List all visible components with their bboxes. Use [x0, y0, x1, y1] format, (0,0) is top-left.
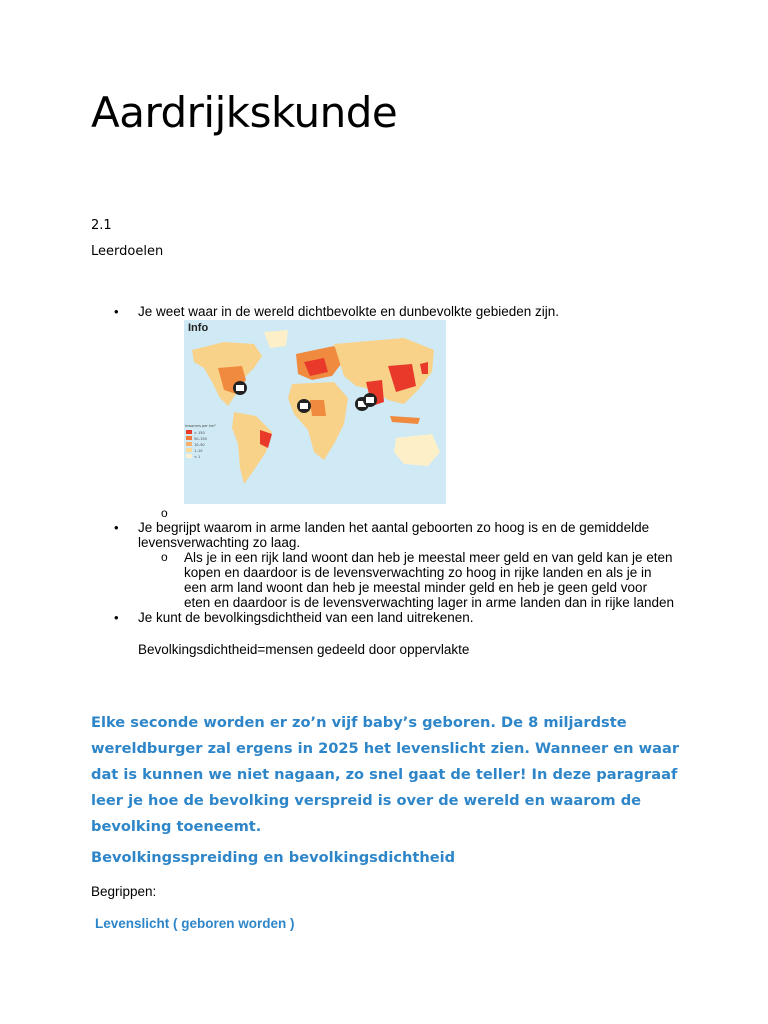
bullet-text-2-line2: levensverwachting zo laag.	[138, 535, 301, 550]
bullet-text-2-line1: Je begrijpt waarom in arme landen het aantal geboorten zo hoog is en de gemiddelde	[138, 520, 650, 535]
bullet-marker: •	[114, 520, 119, 535]
sub-bullet-line3: een arm land woont dan heb je meestal minder geld en heb je geen geld voor	[184, 580, 648, 595]
page-title: Aardrijkskunde	[91, 88, 398, 137]
svg-text:> 150: > 150	[194, 431, 205, 435]
section-number: 2.1	[91, 218, 112, 233]
info-marker-icon	[297, 399, 311, 413]
term-levenslicht: Levenslicht ( geboren worden )	[95, 916, 295, 931]
sub-bullet-line1: Als je in een rijk land woont dan heb je meestal meer geld en van geld kan je eten	[184, 550, 673, 565]
world-map	[184, 320, 446, 504]
sub-bullet-line2: kopen en daardoor is de levensverwachting zo hoog in rijke landen en als je in	[184, 565, 652, 580]
terms-label: Begrippen:	[91, 884, 157, 899]
bullet-text-3: Je kunt de bevolkingsdichtheid van een land uitrekenen.	[138, 610, 474, 625]
svg-text:1–10: 1–10	[194, 449, 203, 453]
svg-text:Inwoners per km²: Inwoners per km²	[185, 424, 216, 428]
svg-text:50–150: 50–150	[194, 437, 207, 441]
dense-area-nigeria	[310, 400, 326, 416]
map-info-label: Info	[188, 322, 209, 334]
bullet-marker: •	[114, 610, 119, 625]
svg-text:10–50: 10–50	[194, 443, 205, 447]
sub-bullet-line4: eten en daardoor is de levensverwachting lager in arme landen dan in rijke landen	[184, 595, 675, 610]
bullet-marker: •	[114, 304, 119, 319]
subtitle: Leerdoelen	[91, 244, 164, 259]
population-density-map	[184, 320, 446, 504]
bullet-text-1: Je weet waar in de wereld dichtbevolkte en dunbevolkte gebieden zijn.	[138, 304, 560, 319]
info-marker-icon	[233, 381, 247, 395]
section-heading: Bevolkingsspreiding en bevolkingsdichtheid	[91, 849, 456, 866]
info-marker-icon	[363, 393, 377, 407]
density-formula: Bevolkingsdichtheid=mensen gedeeld door oppervlakte	[138, 642, 470, 657]
intro-paragraph: Elke seconde worden er zo’n vijf baby’s geboren. De 8 miljardste wereldburger zal ergens in 2025 het levenslicht zien. Wanneer en waar dat is kunnen we niet nagaan, zo snel gaat de teller! In deze paragraaf leer je hoe de bevolking verspreid is over de wereld en waarom de bevolking toeneemt.	[91, 714, 680, 835]
svg-text:< 1: < 1	[194, 455, 201, 459]
sub-bullet-marker: o	[161, 506, 168, 520]
sub-bullet-marker: o	[161, 550, 168, 564]
